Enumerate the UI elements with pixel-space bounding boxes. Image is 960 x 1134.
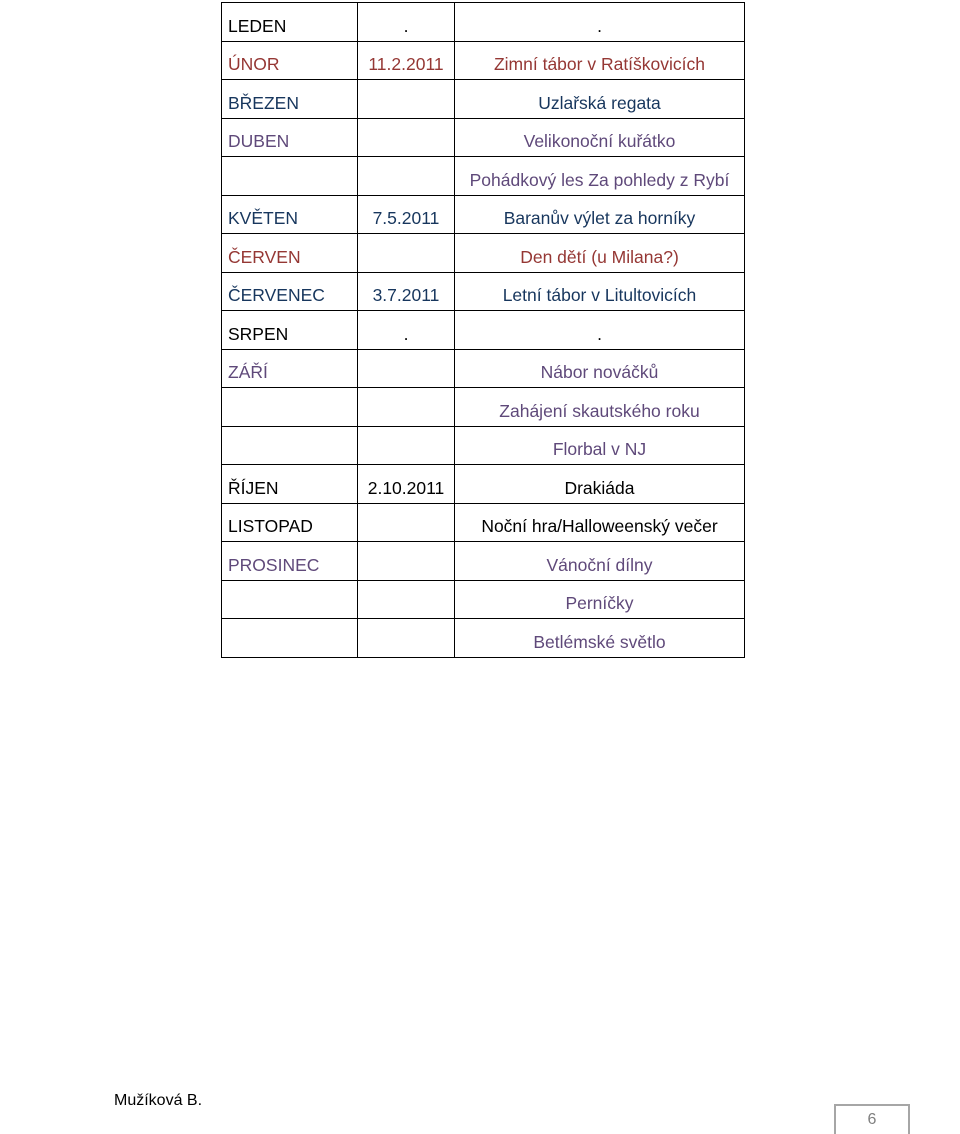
date-cell	[358, 619, 455, 658]
date-label: 2.10.2011	[367, 477, 445, 498]
date-cell	[358, 465, 455, 504]
month-cell	[222, 388, 358, 427]
table-row	[222, 580, 745, 619]
month-cell	[222, 580, 358, 619]
table-row	[222, 80, 745, 119]
month-cell	[222, 41, 358, 80]
date-label: .	[403, 323, 409, 344]
table-row	[222, 465, 745, 504]
month-label: BŘEZEN	[228, 92, 299, 113]
event-cell	[455, 503, 745, 542]
date-cell	[358, 580, 455, 619]
month-label: ŘÍJEN	[228, 477, 279, 498]
month-cell	[222, 619, 358, 658]
table-row	[222, 503, 745, 542]
table-row	[222, 118, 745, 157]
month-cell	[222, 3, 358, 42]
table-row	[222, 349, 745, 388]
date-cell	[358, 426, 455, 465]
date-cell	[358, 3, 455, 42]
event-label: .	[597, 15, 602, 36]
event-cell	[455, 3, 745, 42]
date-cell	[358, 503, 455, 542]
table-row	[222, 272, 745, 311]
event-label: Letní tábor v Litultovicích	[502, 285, 697, 305]
date-cell	[358, 388, 455, 427]
date-cell	[358, 272, 455, 311]
month-cell	[222, 465, 358, 504]
table-row	[222, 41, 745, 80]
event-cell	[455, 272, 745, 311]
month-cell	[222, 426, 358, 465]
page-number-box	[834, 1104, 910, 1134]
date-cell	[358, 195, 455, 234]
table-row	[222, 426, 745, 465]
date-cell	[358, 234, 455, 273]
date-cell	[358, 80, 455, 119]
month-cell	[222, 234, 358, 273]
event-label: Pohádkový les Za pohledy z Rybí	[469, 169, 730, 190]
event-schedule-table	[221, 2, 745, 658]
event-cell	[455, 619, 745, 658]
month-label: DUBEN	[228, 131, 290, 151]
date-label: 11.2.2011	[368, 54, 444, 74]
event-cell	[455, 311, 745, 350]
month-label: LISTOPAD	[228, 516, 313, 536]
month-label: PROSINEC	[228, 554, 320, 575]
month-cell	[222, 349, 358, 388]
event-cell	[455, 349, 745, 388]
event-cell	[455, 388, 745, 427]
table-row	[222, 195, 745, 234]
month-cell	[222, 157, 358, 196]
event-label: Zahájení skautského roku	[499, 400, 700, 421]
month-cell	[222, 542, 358, 581]
event-cell	[455, 157, 745, 196]
month-label: ČERVEN	[228, 246, 301, 267]
date-cell	[358, 41, 455, 80]
table-row	[222, 157, 745, 196]
event-label: .	[597, 323, 602, 344]
month-cell	[222, 272, 358, 311]
table-row	[222, 3, 745, 42]
month-label: ČERVENEC	[228, 285, 325, 305]
month-label: ÚNOR	[228, 54, 280, 74]
month-cell	[222, 195, 358, 234]
event-label: Noční hra/Halloweenský večer	[481, 516, 718, 536]
date-cell	[358, 349, 455, 388]
event-cell	[455, 41, 745, 80]
date-label: 7.5.2011	[372, 208, 440, 228]
event-label: Den dětí (u Milana?)	[520, 246, 679, 267]
event-cell	[455, 234, 745, 273]
month-label: KVĚTEN	[228, 208, 299, 228]
event-cell	[455, 580, 745, 619]
event-label: Baranův výlet za horníky	[503, 208, 696, 228]
month-label: SRPEN	[228, 323, 289, 344]
month-cell	[222, 118, 358, 157]
event-label: Perníčky	[565, 593, 634, 613]
event-label: Velikonoční kuřátko	[523, 131, 676, 151]
page-number: 6	[867, 1111, 877, 1128]
date-cell	[358, 118, 455, 157]
month-label: LEDEN	[228, 15, 287, 36]
table-row	[222, 234, 745, 273]
table-row	[222, 311, 745, 350]
date-label: 3.7.2011	[372, 285, 440, 305]
month-cell	[222, 80, 358, 119]
event-label: Uzlařská regata	[538, 92, 661, 113]
table-row	[222, 388, 745, 427]
table-row	[222, 542, 745, 581]
event-label: Drakiáda	[564, 477, 635, 498]
date-cell	[358, 157, 455, 196]
date-label: .	[403, 15, 409, 36]
event-cell	[455, 118, 745, 157]
event-cell	[455, 542, 745, 581]
schedule-body	[222, 3, 745, 658]
month-cell	[222, 311, 358, 350]
event-cell	[455, 195, 745, 234]
event-cell	[455, 465, 745, 504]
event-label: Florbal v NJ	[552, 439, 647, 459]
event-cell	[455, 80, 745, 119]
table-row	[222, 619, 745, 658]
event-label: Zimní tábor v Ratíškovicích	[493, 54, 706, 74]
date-cell	[358, 311, 455, 350]
event-label: Nábor nováčků	[540, 362, 659, 382]
event-cell	[455, 426, 745, 465]
date-cell	[358, 542, 455, 581]
month-cell	[222, 503, 358, 542]
month-label: ZÁŘÍ	[228, 362, 268, 382]
footer-author: Mužíková B.	[114, 1092, 203, 1109]
event-label: Vánoční dílny	[546, 554, 653, 575]
event-label: Betlémské světlo	[533, 631, 666, 652]
